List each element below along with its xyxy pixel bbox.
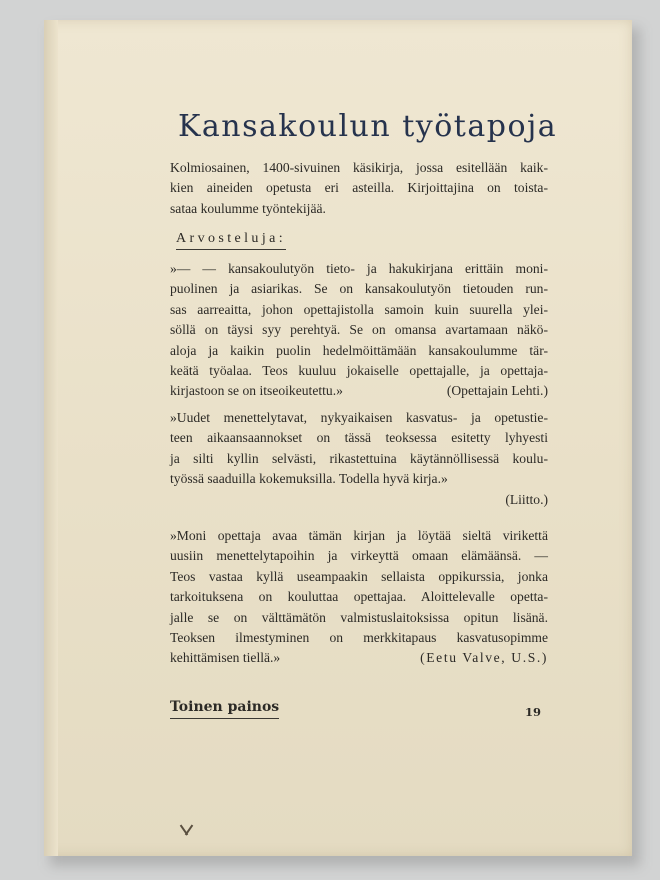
review-line: »Moni opettaja avaa tämän kirjan ja löytää sieltä virikettä bbox=[170, 528, 548, 543]
review-source: (Opettajain Lehti.) bbox=[446, 383, 548, 399]
book-title: Kansakoulun työtapoja bbox=[178, 109, 558, 144]
review-line: aloja ja kaikin puolin hedelmöittämään kansakoulumme tär- bbox=[170, 342, 548, 358]
review-source: (Liitto.) bbox=[505, 491, 548, 507]
review-last-row bbox=[170, 381, 548, 401]
review-line: uusiin menettelytapoihin ja virkeyttä omaan elämäänsä. — bbox=[170, 548, 548, 564]
year-fragment: 19 bbox=[525, 705, 542, 719]
intro-line: kien aineiden opetusta eri asteilla. Kirjoittajina on toista- bbox=[170, 180, 548, 196]
review-line: kehittämisen tiellä.» bbox=[170, 650, 281, 666]
review-line: keätä työalaa. Teos kuuluu jokaiselle opettajalle, ja opettaja- bbox=[170, 363, 548, 379]
review-line: Teos vastaa kyllä useampaakin sellaista oppikurssia, jonka bbox=[170, 568, 548, 584]
review-liitto bbox=[170, 408, 548, 510]
intro-line: Kolmiosainen, 1400-sivuinen käsikirja, jossa esitellään kaik- bbox=[170, 160, 548, 175]
cover-left-edge bbox=[44, 20, 58, 856]
review-line: söllä on täysi syy perehtyä. Se on omansa avartamaan näkö- bbox=[170, 322, 548, 338]
edition-label: Toinen painos bbox=[170, 699, 279, 719]
review-line: tarkoituksena on kouluttaa opettajaa. Aloittelevalle opetta- bbox=[170, 589, 548, 605]
review-line: puolinen ja asiarikas. Se on kansakoulutyön tietouden run- bbox=[170, 281, 548, 297]
intro-line: sataa koulumme työntekijää. bbox=[170, 200, 326, 216]
review-line: ja silti kyllin selvästi, rikastettuina käytännöllisessä koulu- bbox=[170, 450, 548, 466]
intro-paragraph bbox=[170, 158, 548, 219]
review-source: (Eetu Valve, U.S.) bbox=[420, 650, 548, 666]
review-last-row bbox=[170, 648, 548, 668]
review-line: »Uudet menettelytavat, nykyaikaisen kasvatus- ja opetustie- bbox=[170, 410, 548, 425]
review-line: teen aikaansaannokset on tässä teoksessa esitetty lyhyesti bbox=[170, 430, 548, 446]
review-line: Teoksen ilmestyminen on merkkitapaus kasvatusopimme bbox=[170, 630, 548, 646]
review-eetu-valve bbox=[170, 526, 548, 669]
reviews-heading: Arvosteluja: bbox=[176, 231, 286, 250]
review-line: kirjastoon se on itseoikeutettu.» bbox=[170, 383, 343, 399]
review-opettajain-lehti bbox=[170, 259, 548, 402]
review-line: jalle se on välttämätön valmistuslaitoksissa opitun lisänä. bbox=[170, 609, 548, 625]
review-line: työssä saaduilla kokemuksilla. Todella hyvä kirja.» bbox=[170, 471, 448, 487]
review-line: sas aarreaitta, johon opettajistolla samoin kuin suurella ylei- bbox=[170, 301, 548, 317]
review-line: »— — kansakoulutyön tieto- ja hakukirjana erittäin moni- bbox=[170, 261, 548, 276]
